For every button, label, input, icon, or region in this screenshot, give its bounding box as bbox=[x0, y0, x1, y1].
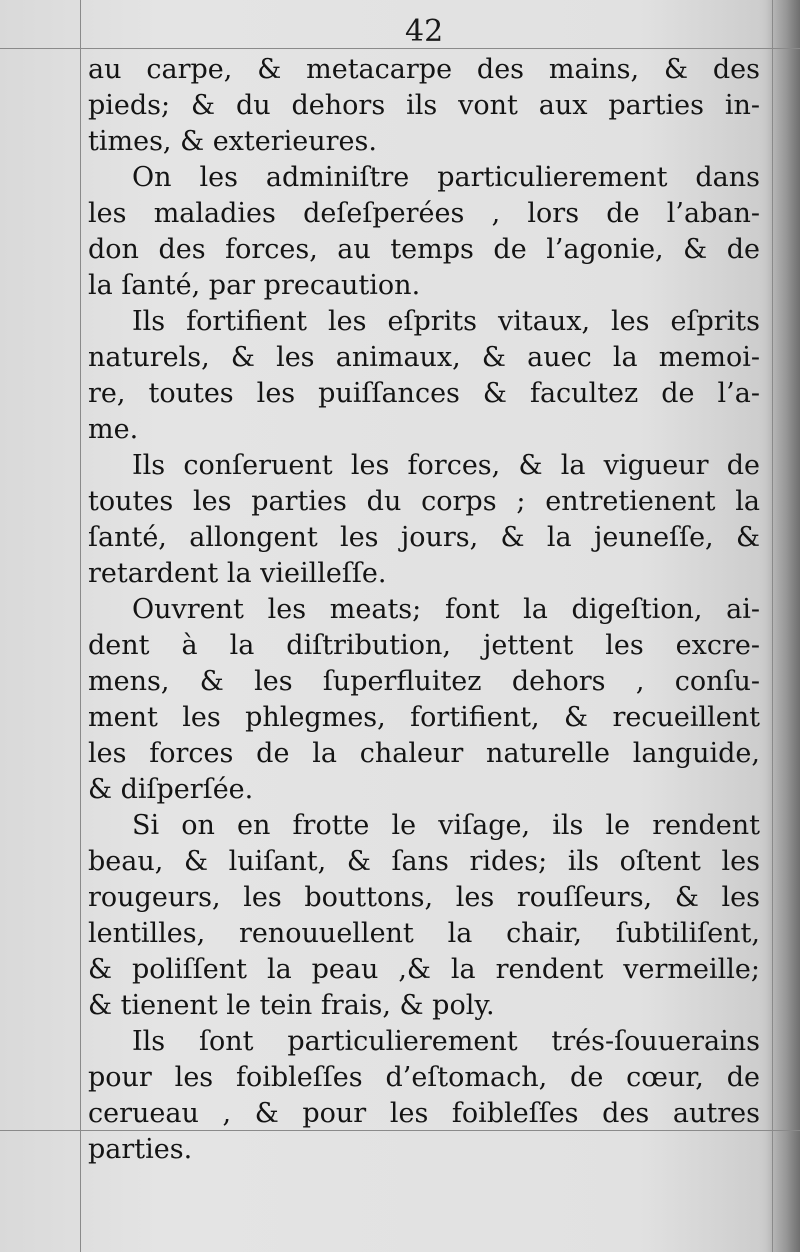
text-line: times, & exterieures. bbox=[88, 126, 377, 157]
paragraph bbox=[88, 52, 760, 160]
text-line: & poliſſent la peau ,& la rendent vermeille; bbox=[88, 954, 760, 985]
body-text bbox=[88, 52, 760, 1168]
text-line: naturels, & les animaux, & auec la memoi- bbox=[88, 342, 760, 373]
text-line: les forces de la chaleur naturelle languide, bbox=[88, 738, 760, 769]
paragraph bbox=[88, 592, 760, 808]
text-line: Ils ſont particulierement trés-ſouuerains bbox=[132, 1026, 760, 1057]
paragraph bbox=[88, 160, 760, 304]
paragraph bbox=[88, 304, 760, 448]
text-line: & tienent le tein frais, & poly. bbox=[88, 990, 495, 1021]
text-line: toutes les parties du corps ; entretienent la bbox=[88, 486, 760, 517]
text-line: ment les phlegmes, fortifient, & recueillent bbox=[88, 702, 760, 733]
paragraph bbox=[88, 1024, 760, 1168]
text-line: me. bbox=[88, 414, 139, 445]
text-line: pieds; & du dehors ils vont aux parties in- bbox=[88, 90, 760, 121]
text-line: Si on en frotte le viſage, ils le rendent bbox=[132, 810, 760, 841]
text-line: la ſanté, par precaution. bbox=[88, 270, 421, 301]
text-line: & diſperſée. bbox=[88, 774, 254, 805]
margin-rule-left bbox=[80, 0, 81, 1252]
text-line: parties. bbox=[88, 1134, 193, 1165]
paragraph bbox=[88, 448, 760, 592]
text-line: beau, & luiſant, & ſans rides; ils oſtent les bbox=[88, 846, 760, 877]
text-line: pour les foibleſſes d’eſtomach, de cœur, de bbox=[88, 1062, 760, 1093]
text-line: On les adminiſtre particulierement dans bbox=[132, 162, 760, 193]
text-line: Ils fortifient les eſprits vitaux, les eſprits bbox=[132, 306, 760, 337]
text-line: don des forces, au temps de l’agonie, & de bbox=[88, 234, 760, 265]
text-line: ſanté, allongent les jours, & la jeuneſſe, & bbox=[88, 522, 760, 553]
text-line: Ils conſeruent les forces, & la vigueur de bbox=[132, 450, 760, 481]
header-rule bbox=[0, 48, 800, 49]
text-line: Ouvrent les meats; font la digeſtion, ai- bbox=[132, 594, 760, 625]
page-number: 42 bbox=[405, 14, 444, 49]
margin-rule-right bbox=[772, 0, 773, 1252]
text-line: les maladies deſeſperées , lors de l’aban- bbox=[88, 198, 760, 229]
text-line: re, toutes les puiſſances & facultez de l’a- bbox=[88, 378, 760, 409]
text-line: rougeurs, les bouttons, les rouſſeurs, & les bbox=[88, 882, 760, 913]
text-line: lentilles, renouuellent la chair, ſubtiliſent, bbox=[88, 918, 760, 949]
text-line: cerueau , & pour les foibleſſes des autres bbox=[88, 1098, 760, 1129]
text-line: au carpe, & metacarpe des mains, & des bbox=[88, 54, 760, 85]
paragraph bbox=[88, 808, 760, 1024]
text-line: retardent la vieilleſſe. bbox=[88, 558, 387, 589]
text-line: dent à la diſtribution, jettent les excre- bbox=[88, 630, 760, 661]
text-line: mens, & les ſuperfluitez dehors , conſu- bbox=[88, 666, 760, 697]
